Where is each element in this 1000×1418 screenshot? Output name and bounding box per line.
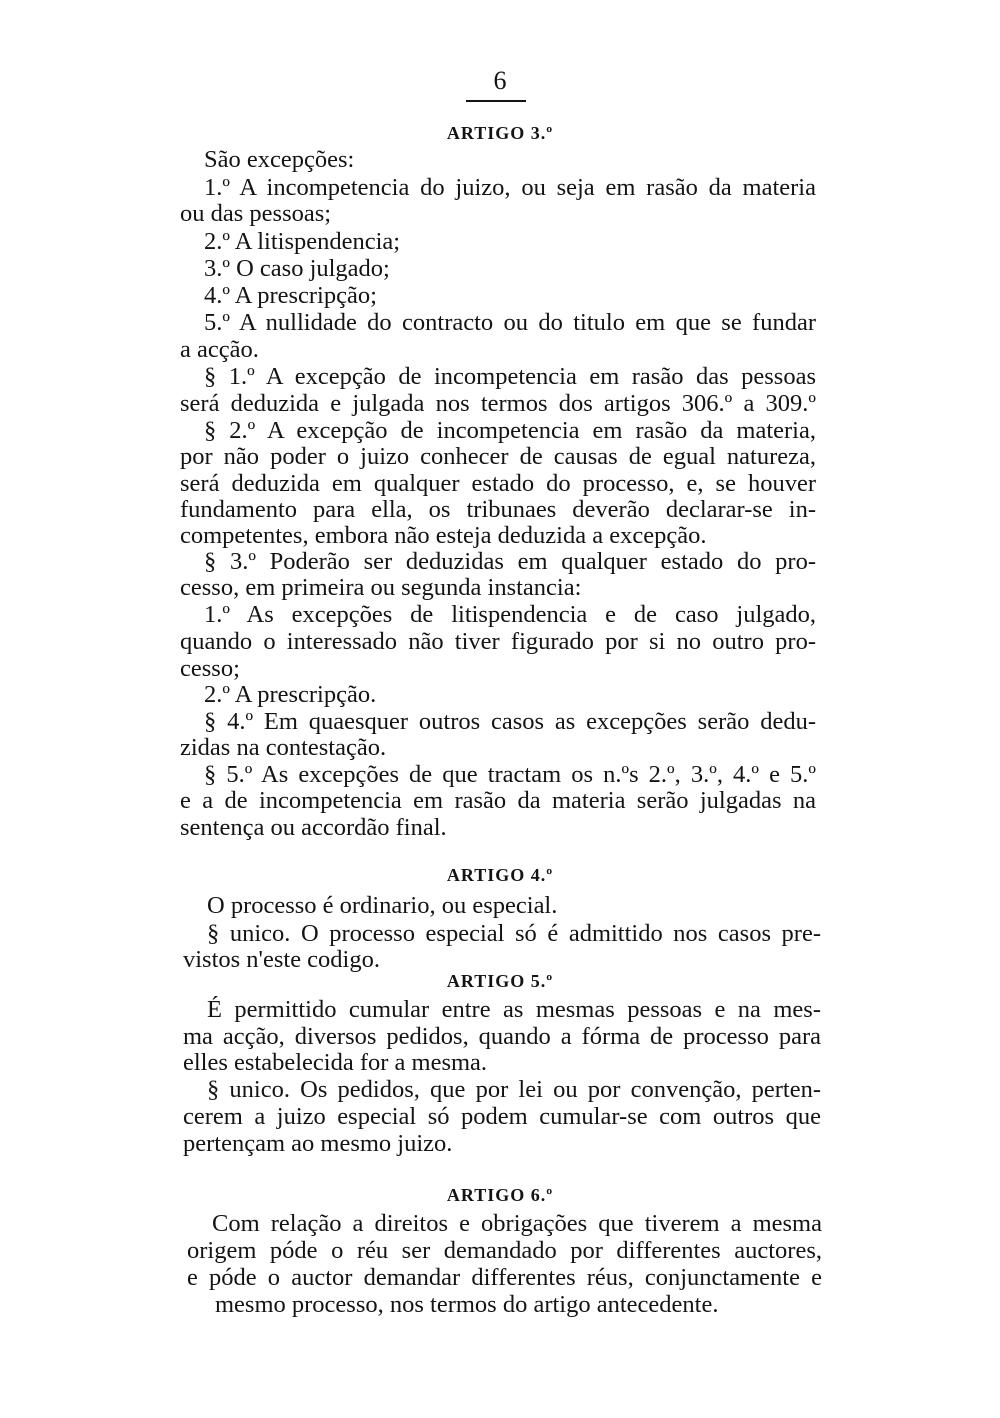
text-line: § 5.º As excepções de que tractam os n.ºs 2.º, 3.º, 4.º e 5.º [204, 761, 816, 788]
text-line: cerem a juizo especial só podem cumular-se com outros que [183, 1103, 821, 1130]
text-line: e póde o auctor demandar differentes réus, conjunctamente e [187, 1264, 822, 1291]
text-line: Com relação a direitos e obrigações que tiverem a mesma [212, 1210, 822, 1237]
text-line: origem póde o réu ser demandado por differentes auctores, [187, 1237, 822, 1264]
text-line: § unico. Os pedidos, que por lei ou por convenção, perten- [207, 1076, 821, 1103]
text-line: pertençam ao mesmo juizo. [183, 1130, 453, 1157]
text-line: 1.º A incompetencia do juizo, ou seja em rasão da materia [204, 174, 816, 201]
article-heading: ARTIGO 4.º [446, 865, 554, 885]
text-line: 2.º A prescripção. [204, 681, 377, 708]
text-line: São excepções: [204, 146, 355, 173]
text-line: vistos n'este codigo. [183, 946, 380, 973]
text-line: será deduzida em qualquer estado do processo, e, se houver [180, 470, 816, 497]
text-line: quando o interessado não tiver figurado por si no outro pro- [180, 628, 816, 655]
page-number-rule [466, 100, 526, 102]
text-line: elles estabelecida for a mesma. [183, 1049, 488, 1076]
article-heading: ARTIGO 3.º [446, 123, 554, 143]
text-line: § 2.º A excepção de incompetencia em rasão da materia, [204, 417, 816, 444]
text-line: mesmo processo, nos termos do artigo antecedente. [215, 1291, 719, 1318]
text-line: ou das pessoas; [180, 200, 332, 227]
text-line: ma acção, diversos pedidos, quando a fórma de processo para [183, 1023, 821, 1050]
text-line: cesso, em primeira ou segunda instancia: [180, 574, 582, 601]
text-line: § unico. O processo especial só é admittido nos casos pre- [207, 920, 821, 947]
text-line: cesso; [180, 655, 240, 682]
text-line: 1.º As excepções de litispendencia e de caso julgado, [204, 601, 816, 628]
text-line: e a de incompetencia em rasão da materia serão julgadas na [180, 787, 816, 814]
text-line: 2.º A litispendencia; [204, 228, 401, 255]
article-heading: ARTIGO 6.º [446, 1185, 554, 1205]
text-line: competentes, embora não esteja deduzida a excepção. [180, 522, 707, 549]
text-line: será deduzida e julgada nos termos dos artigos 306.º a 309.º [180, 390, 816, 417]
text-line: § 3.º Poderão ser deduzidas em qualquer estado do pro- [204, 548, 816, 575]
text-line: § 4.º Em quaesquer outros casos as excepções serão dedu- [204, 708, 816, 735]
text-line: fundamento para ella, os tribunaes deverão declarar-se in- [180, 496, 816, 523]
article-heading: ARTIGO 5.º [446, 971, 554, 991]
text-line: É permittido cumular entre as mesmas pessoas e na mes- [207, 996, 821, 1023]
text-line: por não poder o juizo conhecer de causas de egual natureza, [180, 443, 816, 470]
page-number: 6 [493, 66, 507, 95]
text-line: 3.º O caso julgado; [204, 255, 390, 282]
text-line: sentença ou accordão final. [180, 814, 447, 841]
text-line: O processo é ordinario, ou especial. [207, 892, 558, 919]
text-line: a acção. [180, 336, 259, 363]
text-line: 5.º A nullidade do contracto ou do titulo em que se fundar [204, 309, 816, 336]
text-line: § 1.º A excepção de incompetencia em rasão das pessoas [204, 363, 816, 390]
text-line: 4.º A prescripção; [204, 282, 377, 309]
text-line: zidas na contestação. [180, 734, 387, 761]
